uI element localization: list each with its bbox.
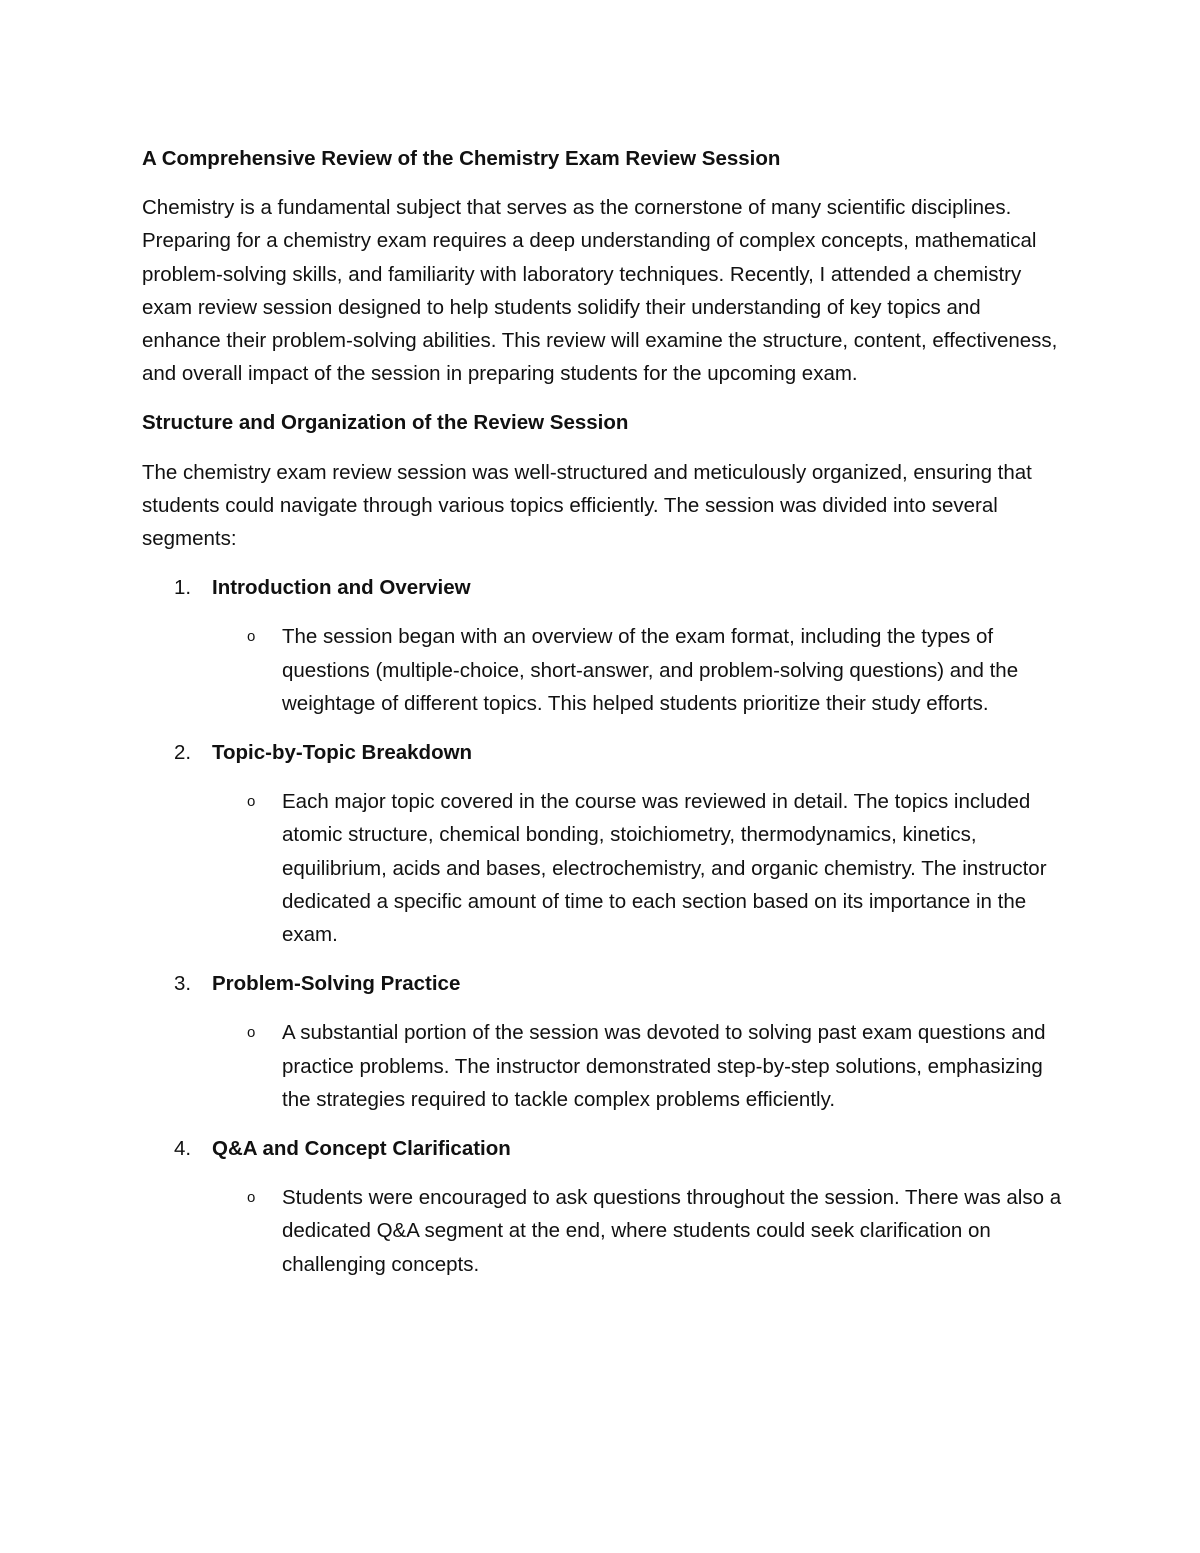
bullet-icon: o — [247, 793, 256, 811]
list-item-title: Topic-by-Topic Breakdown — [212, 741, 473, 765]
list-item-title: Problem-Solving Practice — [212, 972, 461, 996]
intro-paragraph: Chemistry is a fundamental subject that serves as the cornerstone of many scientific disciplines. Preparing for a chemistry exam requires a deep understanding of complex concepts, mathematical problem-solving skills, and familiarity with laboratory techniques. Recently, I attended a chemistry exam review session designed to help students solidify their understanding of key topics and enhance their problem-solving abilities. This review will examine the structure, content, effectiveness, and overall impact of the session in preparing students for the upcoming exam. — [142, 196, 1058, 386]
list-item-number: 2. — [174, 741, 192, 765]
list-item-number: 4. — [174, 1137, 192, 1161]
list-item-number: 1. — [174, 576, 192, 600]
list-item-title: Q&A and Concept Clarification — [212, 1137, 511, 1161]
section-intro-paragraph: The chemistry exam review session was well-structured and meticulously organized, ensuring that students could navigate through various topics efficiently. The session was divided into several segments: — [142, 460, 1032, 551]
list-item-detail-text: Students were encouraged to ask questions throughout the session. There was also a dedicated Q&A segment at the end, where students could seek clarification on challenging concepts. — [282, 1186, 1062, 1276]
list-item — [142, 967, 1062, 1116]
list-item-detail-text: Each major topic covered in the course was reviewed in detail. The topics included atomic structure, chemical bonding, stoichiometry, thermodynamics, kinetics, equilibrium, acids and bases, electrochemistry, and organic chemistry. The instructor dedicated a specific amount of time to each section based on its importance in the exam. — [282, 790, 1047, 947]
list-item — [142, 571, 1062, 720]
list-item-title: Introduction and Overview — [212, 576, 471, 600]
list-item-number: 3. — [174, 972, 192, 996]
section-heading: Structure and Organization of the Review Session — [142, 411, 629, 435]
list-item — [142, 736, 1062, 951]
segment-list — [142, 571, 1062, 1281]
list-item-detail — [247, 1016, 1062, 1116]
bullet-icon: o — [247, 1189, 256, 1207]
list-item-detail — [247, 785, 1062, 951]
list-item-detail-text: A substantial portion of the session was devoted to solving past exam questions and practice problems. The instructor demonstrated step-by-step solutions, emphasizing the strategies required to tackle complex problems efficiently. — [282, 1021, 1046, 1111]
bullet-icon: o — [247, 628, 256, 646]
document-title: A Comprehensive Review of the Chemistry Exam Review Session — [142, 147, 781, 170]
list-item-detail — [247, 620, 1062, 720]
list-item — [142, 1132, 1062, 1281]
list-item-detail-text: The session began with an overview of the exam format, including the types of questions (multiple-choice, short-answer, and problem-solving questions) and the weightage of different topics. This helped students prioritize their study efforts. — [282, 625, 1019, 715]
bullet-icon: o — [247, 1024, 256, 1042]
list-item-detail — [247, 1181, 1062, 1281]
document-body — [142, 142, 1062, 1297]
